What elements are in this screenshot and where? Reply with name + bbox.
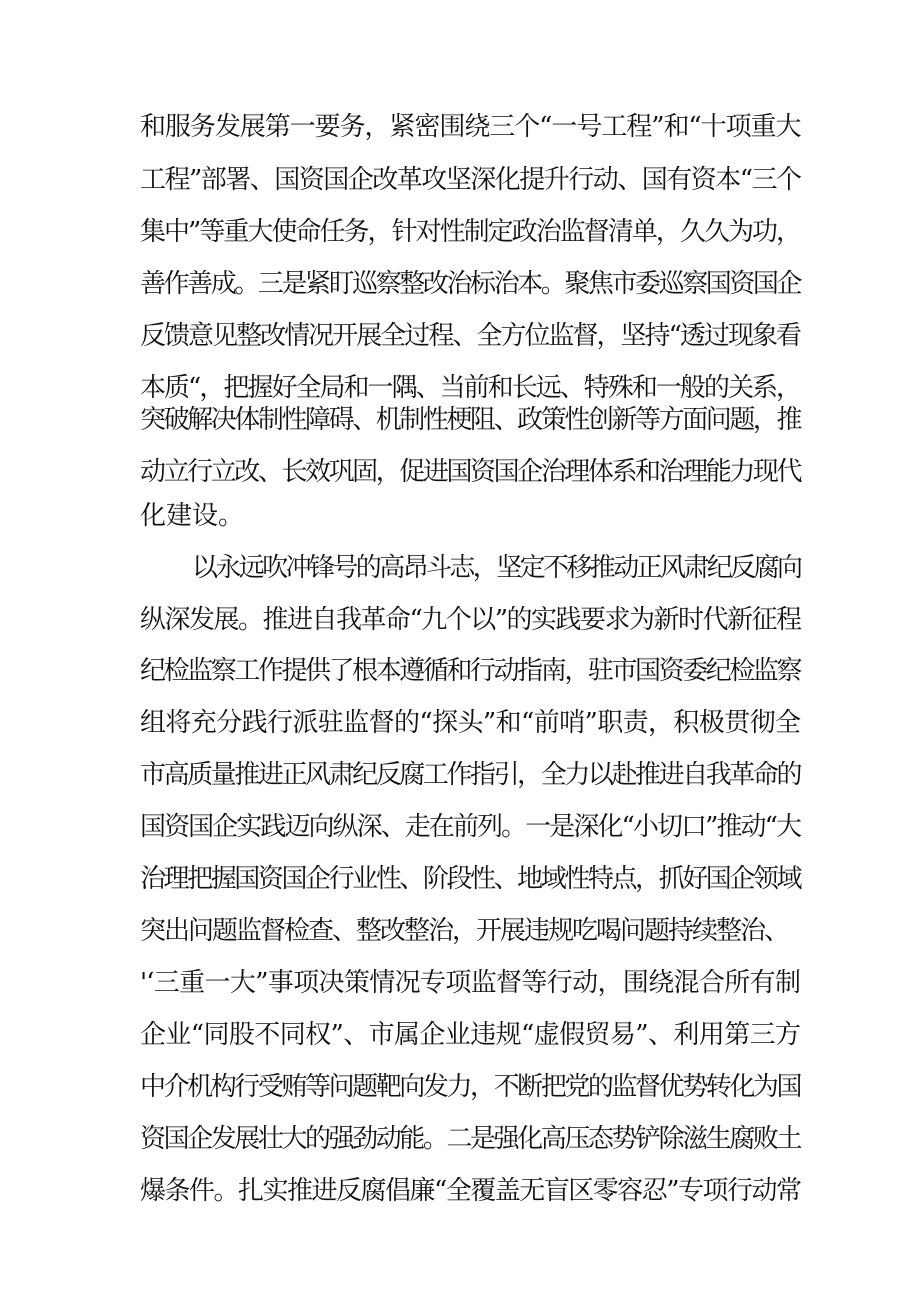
- text-line-18: '‘三重一大”事项决策情况专项监督等行动，围绕混合所有制: [140, 968, 800, 998]
- text-line-7: 突破解决体制性障碍、机制性梗阻、政策性创新等方面问题，推: [140, 405, 800, 435]
- text-line-3: 集中”等重大使命任务，针对性制定政治监督清单，久久为功，: [140, 217, 800, 247]
- text-line-11: 纵深发展。推进自我革命“九个以”的实践要求为新时代新征程: [140, 605, 800, 635]
- text-line-4: 善作善成。三是紧盯巡察整改治标治本。聚焦市委巡察国资国企: [140, 269, 800, 299]
- text-line-17: 突出问题监督检查、整改整治，开展违规吃喝问题持续整治、: [140, 916, 789, 946]
- text-line-1: 和服务发展第一要务，紧密围绕三个“一号工程”和“十项重大: [140, 112, 800, 142]
- text-line-21: 资国企发展壮大的强劲动能。二是强化高压态势铲除滋生腐败土: [140, 1124, 800, 1154]
- text-line-15: 国资国企实践迈向纵深、走在前列。一是深化“小切口”推动“大: [140, 812, 800, 842]
- text-line-22: 爆条件。扎实推进反腐倡廉“全覆盖无盲区零容忍”专项行动常: [140, 1176, 800, 1206]
- text-line-9: 化建设。: [140, 501, 245, 531]
- text-line-8: 动立行立改、长效巩固，促进国资国企治理体系和治理能力现代: [140, 457, 800, 487]
- text-line-12: 纪检监察工作提供了根本遵循和行动指南，驻市国资委纪检监察: [140, 656, 800, 686]
- paragraph-first-line: 以永远吹冲锋号的高昂斗志，坚定不移推动正风肃纪反腐向: [192, 553, 800, 583]
- text-line-2: 工程”部署、国资国企改革攻坚深化提升行动、国有资本“三个: [140, 165, 800, 195]
- text-line-16: 治理把握国资国企行业性、阶段性、地域性特点，抓好国企领域: [140, 864, 800, 894]
- text-line-5: 反馈意见整改情况开展全过程、全方位监督，坚持“透过现象看: [140, 321, 800, 351]
- text-line-6: 本质“，把握好全局和一隅、当前和长远、特殊和一般的关系，: [140, 373, 800, 403]
- text-line-20: 中介机构行受贿等问题靶向发力，不断把党的监督优势转化为国: [140, 1072, 800, 1102]
- text-line-19: 企业“同股不同权”、市属企业违规“虚假贸易”、利用第三方: [140, 1020, 800, 1050]
- text-line-14: 市高质量推进正风肃纪反腐工作指引，全力以赴推进自我革命的: [140, 760, 800, 790]
- text-line-13: 组将充分践行派驻监督的“探头”和“前哨”职责，积极贯彻全: [140, 708, 800, 738]
